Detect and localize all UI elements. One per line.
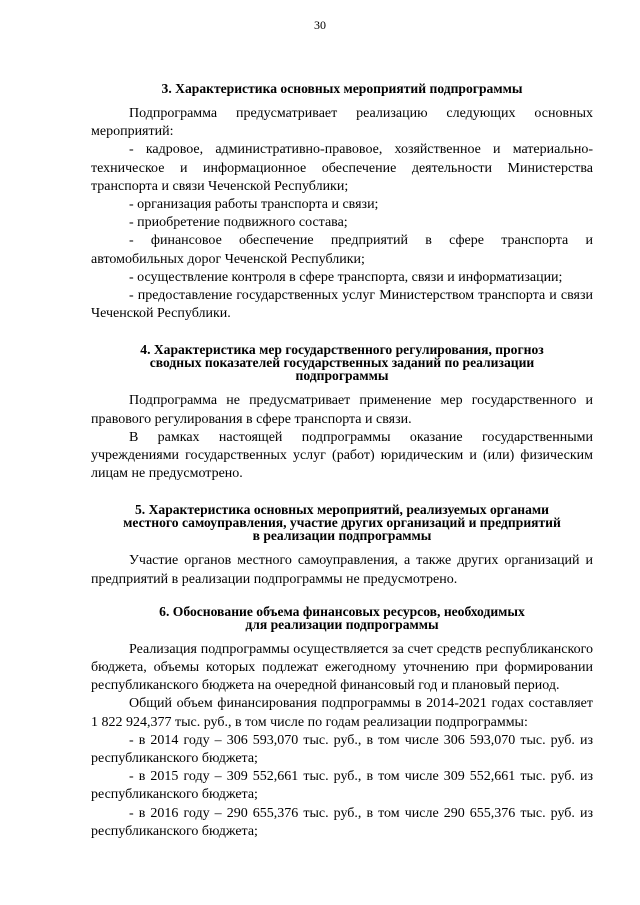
section-4 bbox=[91, 343, 593, 483]
list-item: - в 2014 году – 306 593,070 тыс. руб., в том числе 306 593,070 тыс. руб. из республиканского бюджета; bbox=[91, 732, 593, 767]
section-3 bbox=[91, 82, 593, 323]
section-5-title-line: местного самоуправления, участие других организаций и предприятий bbox=[123, 515, 561, 531]
section-4-title-line: сводных показателей государственных заданий по реализации bbox=[149, 355, 535, 371]
section-5-title-line: в реализации подпрограммы bbox=[252, 528, 432, 544]
section-3-title: 3. Характеристика основных мероприятий подпрограммы bbox=[161, 81, 523, 96]
section-4-title bbox=[91, 343, 593, 382]
section-5-title bbox=[91, 503, 593, 542]
paragraph: В рамках настоящей подпрограммы оказание государственными учреждениями государственных услуг (работ) юридическим и (или) физическим лицам не предусмотрено. bbox=[91, 429, 593, 482]
paragraph: Участие органов местного самоуправления, а также других организаций и предприятий в реализации подпрограммы не предусмотрено. bbox=[91, 553, 593, 587]
list-item: - финансовое обеспечение предприятий в сфере транспорта и автомобильных дорог Чеченской Республики; bbox=[91, 233, 593, 267]
paragraph: Реализация подпрограммы осуществляется за счет средств республиканского бюджета, объемы которых подлежат ежегодному уточнению при формировании республиканского бюджета на очередной финансовый год и плановый период. bbox=[91, 641, 593, 694]
section-6 bbox=[91, 605, 593, 841]
list-item: - осуществление контроля в сфере транспорта, связи и информатизации; bbox=[129, 269, 563, 285]
section-6-title bbox=[91, 605, 593, 631]
section-5 bbox=[91, 503, 593, 588]
page-number: 30 bbox=[314, 18, 326, 32]
section-4-title-line: 4. Характеристика мер государственного регулирования, прогноз bbox=[140, 342, 544, 358]
list-item: - предоставление государственных услуг Министерством транспорта и связи Чеченской Республики. bbox=[91, 288, 593, 322]
paragraph: Подпрограмма не предусматривает применение мер государственного и правового регулирования в сфере транспорта и связи. bbox=[91, 393, 593, 427]
list-item: - приобретение подвижного состава; bbox=[129, 215, 348, 231]
section-3-intro: Подпрограмма предусматривает реализацию следующих основных мероприятий: bbox=[91, 106, 593, 140]
list-item: - в 2016 году – 290 655,376 тыс. руб., в том числе 290 655,376 тыс. руб. из республиканского бюджета; bbox=[91, 805, 593, 839]
section-6-title-line: для реализации подпрограммы bbox=[245, 616, 439, 632]
section-5-title-line: 5. Характеристика основных мероприятий, реализуемых органами bbox=[134, 502, 549, 518]
list-item: - в 2015 году – 309 552,661 тыс. руб., в том числе 309 552,661 тыс. руб. из республиканского бюджета; bbox=[91, 769, 593, 803]
section-6-title-line: 6. Обоснование объема финансовых ресурсов, необходимых bbox=[159, 603, 525, 619]
paragraph: Общий объем финансирования подпрограммы в 2014-2021 годах составляет 1 822 924,377 тыс. руб., в том числе по годам реализации подпрограммы: bbox=[91, 696, 593, 730]
document-body bbox=[91, 82, 593, 841]
list-item: - организация работы транспорта и связи; bbox=[129, 197, 379, 213]
list-item: - кадровое, административно-правовое, хозяйственное и материально-техническое и информационное обеспечение деятельности Министерства транспорта и связи Чеченской Республики; bbox=[91, 142, 593, 194]
section-4-title-line: подпрограммы bbox=[295, 368, 389, 384]
